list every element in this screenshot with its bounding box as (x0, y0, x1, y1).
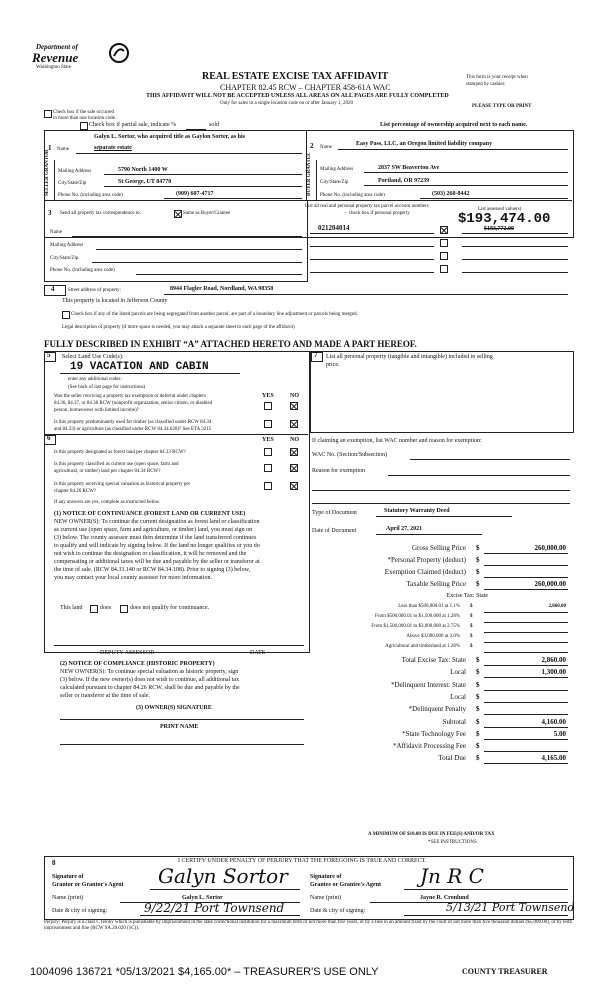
s6-q2-no-checkbox[interactable] (290, 464, 298, 472)
section8-num: 8 (52, 859, 56, 867)
grantor-name-label: Name (print) (52, 895, 84, 901)
calc-row-label: Local (450, 668, 466, 677)
perjury-notice: Perjury: Perjury is a class C felony which is punishable by imprisonment in the state correctional institution for a maximum term of not more than five years, or by a fine in an amount fixed by the court of not more than five thousand dollars ($5,000.00), or by both imprisonment and fine (RCW 9A.20.020 (1C)). (44, 920, 572, 932)
calc-row-label: From $1,500,000.01 to $3,000,000 at 2.75% (371, 624, 460, 629)
s6-q3-yes-checkbox[interactable] (264, 482, 272, 490)
notice2-line: NEW OWNER(S): To continue special valuation as historic property, sign (60, 669, 239, 675)
notice1-line: NEW OWNER(S): To continue the current designation as forest land or classification (54, 519, 260, 525)
instructions-note: (See back of last page for instructions) (68, 385, 146, 390)
parcel-list-header: List all real and personal property tax parcel account numbers (305, 204, 429, 209)
calc-row-label: Less than $500,000.01 at 1.1% (398, 604, 460, 609)
wac-label: WAC No. (Section/Subsection) (312, 452, 388, 458)
calc-row-value[interactable]: 260,000.00 (534, 544, 566, 552)
calc-row-label: Exemption Claimed (deduct) (384, 568, 466, 576)
s6-yes-header: YES (262, 437, 274, 443)
same-as-buyer-label: Same as Buyer/Grantee (183, 211, 231, 216)
notice1-title: (1) NOTICE OF CONTINUANCE (FOREST LAND OR CURRENT USE) (54, 511, 246, 517)
notice1-line: not wish to continue the designation or classification, it will be removed and the (54, 551, 247, 557)
calc-dollar-sign: $ (476, 705, 480, 714)
grantor-signature[interactable]: Galyn Sortor (158, 864, 288, 888)
s5-yes-header: YES (262, 393, 274, 399)
s5-q1-no-checkbox[interactable] (290, 402, 298, 410)
s6-q3-line1: Is this property receiving special valuation as historical property per (54, 482, 191, 487)
parcel-4-checkbox[interactable] (440, 265, 448, 273)
calc-dollar-sign: $ (476, 544, 480, 552)
assessed-value-struck: $183,772.00 (484, 226, 514, 232)
calc-row-value[interactable]: 4,160.00 (541, 717, 566, 726)
calc-row-label: *Delinquent Interest: State (390, 680, 466, 689)
calc-row-label: *State Technology Fee (402, 729, 466, 738)
grantee-name-print[interactable]: Jayne R. Cronlund (420, 895, 469, 901)
calc-row-value[interactable]: 1,300.00 (541, 668, 566, 677)
parcel-3-checkbox[interactable] (440, 252, 448, 260)
section4-num: 4 (51, 285, 55, 293)
seller-mail-label: Mailing Address (58, 169, 92, 174)
sold-label: sold (209, 122, 220, 128)
tax-correspondence-label: Send all property tax correspondence to: (60, 211, 141, 216)
calc-dollar-sign: $ (470, 624, 473, 629)
personal-property-label: List all personal property (tangible and intangible) included in selling (326, 354, 493, 360)
calc-dollar-sign: $ (476, 692, 480, 701)
land-does-not-checkbox[interactable] (120, 605, 128, 613)
buyer-side-label: BUYER GRANTEE (307, 152, 312, 196)
calc-dollar-sign: $ (476, 580, 480, 588)
calc-dollar-sign: $ (476, 717, 480, 726)
buyer-name-label: Name (320, 145, 332, 150)
grantee-sig-label: Signature of (310, 874, 342, 880)
grantee-date-label: Date & city of signing: (310, 908, 366, 914)
s6-q2-line1: Is this property classified as current use (open space, farm and (54, 462, 179, 467)
segregated-label: Check box if any of the listed parcels are being segregated from another parcel, are part of a boundary line adjustment or parcels being merged. (71, 312, 358, 317)
land-use-code[interactable]: 19 VACATION AND CABIN (70, 361, 209, 373)
street-address-label: Street address of property: (68, 288, 121, 293)
s6-no-header: NO (290, 437, 299, 443)
s5-q2-no-checkbox[interactable] (290, 420, 298, 428)
s6-q2-line2: agricultural, or timber) land per chapter 84.34 RCW? (54, 469, 161, 474)
calc-dollar-sign: $ (476, 668, 480, 677)
s5-q1-yes-checkbox[interactable] (264, 402, 272, 410)
notice2-title: (2) NOTICE OF COMPLIANCE (HISTORIC PROPERTY) (60, 661, 215, 667)
calc-dollar-sign: $ (476, 742, 480, 751)
seller-phone-label: Phone No. (including area code) (58, 193, 123, 198)
calc-dollar-sign: $ (476, 729, 480, 738)
doc-date-label: Date of Document (312, 528, 357, 534)
corr-phone-label: Phone No. (including area code) (50, 268, 115, 273)
segregated-checkbox[interactable] (62, 311, 70, 319)
seller-city-label: City/State/Zip (58, 181, 87, 186)
s6-if-any: If any answers are yes, complete as instructed below. (54, 500, 161, 505)
calc-row-value[interactable]: 5.00 (553, 729, 566, 738)
section7-num: 7 (314, 351, 318, 359)
buyer-phone[interactable]: (503) 260-0442 (432, 191, 470, 197)
multi-location-label: Check box if the sale occurred (53, 110, 114, 115)
calc-dollar-sign: $ (476, 556, 480, 564)
grantee-sig-label-2: Grantee or Grantee's Agent (310, 882, 382, 888)
s5-q1-line1: Was the seller receiving a property tax exemption or deferral under chapters (54, 394, 206, 399)
s6-q1-no-checkbox[interactable] (290, 448, 298, 456)
s5-q2-yes-checkbox[interactable] (264, 420, 272, 428)
calc-dollar-sign: $ (470, 604, 473, 609)
multi-location-checkbox[interactable] (44, 110, 52, 118)
s5-q2-line2: and 84.33) or agriculture (as classified under RCW 84.34.020)? See ETA 3215 (54, 427, 212, 432)
s6-q1: Is this property designated as forest land per chapter 84.33 RCW? (54, 450, 186, 455)
s5-no-header: NO (290, 393, 299, 399)
list-percentage-note: List percentage of ownership acquired next to each name. (380, 122, 528, 128)
s6-q3-line2: chapter 84.26 RCW? (54, 489, 97, 494)
grantor-sig-label: Signature of (52, 874, 84, 880)
calc-dollar-sign: $ (476, 656, 480, 664)
street-address[interactable]: 8944 Flagler Road, Nordland, WA 98358 (170, 286, 274, 292)
calc-row-label: Agricultural and timberland at 1.28% (385, 644, 460, 649)
assessed-value[interactable]: $193,474.00 (458, 211, 551, 227)
land-does-not-label: does not qualify for continuance. (130, 605, 210, 611)
buyer-mail-label: Mailing Address (320, 167, 354, 172)
legal-description-exhibit[interactable]: FULLY DESCRIBED IN EXHIBIT “A” ATTACHED HERETO AND MADE A PART HEREOF. (44, 339, 417, 349)
calc-row-label: Total Due (438, 754, 466, 763)
s6-q2-yes-checkbox[interactable] (264, 464, 272, 472)
notice2-line: calculated pursuant to chapter 84.26 RCW, shall be due and payable by the (60, 685, 240, 691)
seller-side-label: SELLER GRANTOR (45, 149, 50, 196)
calc-row-label: *Personal Property (deduct) (387, 556, 466, 564)
s5-q1-line3: person, homeowner with limited income)? (54, 408, 139, 413)
section6-num: 6 (47, 434, 51, 442)
parcel-2-checkbox[interactable] (440, 239, 448, 247)
buyer-city-label: City/State/Zip (320, 180, 349, 185)
seller-city[interactable]: St George, UT 84770 (118, 179, 172, 185)
buyer-section-num: 2 (310, 142, 314, 150)
legal-description-label: Legal description of property (if more space is needed, you may attach a separate sheet to each page of the affidavit) (62, 325, 295, 330)
s5-q1-line2: 84.36, 84.37, or 84.38 RCW (nonprofit organization, senior citizen, or disabled (54, 401, 213, 406)
parcel-number[interactable]: 021204014 (318, 224, 350, 232)
calc-row-value[interactable]: 2,860.00 (541, 656, 566, 664)
same-as-buyer-checkbox[interactable] (174, 210, 182, 218)
calc-dollar-sign: $ (476, 754, 480, 763)
treasurer-stamp: 1004096 136721 *05/13/2021 $4,165.00* – TREASURER'S USE ONLY (30, 966, 379, 978)
calc-row-label: Above $3,000,000 at 3.0% (406, 634, 460, 639)
s6-q3-no-checkbox[interactable] (290, 482, 298, 490)
assessor-date-label: DATE (250, 650, 266, 656)
partial-sale-checkbox[interactable] (80, 122, 88, 130)
calc-dollar-sign: $ (470, 644, 473, 649)
land-does-checkbox[interactable] (90, 605, 98, 613)
grantor-date-label: Date & city of signing: (52, 908, 108, 914)
receipt-note-2: stamped by cashier. (466, 82, 506, 87)
owner-signature-label: (3) OWNER(S) SIGNATURE (136, 705, 212, 711)
grantor-sig-label-2: Grantor or Grantor's Agent (52, 882, 124, 888)
notice1-line: (3) below. The county assessor must then determine if the land transferred continues (54, 535, 257, 541)
form-sub: Only for sales in a single location code on or after January 1, 2020 (220, 101, 354, 106)
parcel-personal-property-checkbox[interactable] (440, 226, 448, 234)
corr-city-label: City/State/Zip (50, 256, 79, 261)
seller-name-label: Name (57, 147, 69, 152)
minimum-fee-note: A MINIMUM OF $10.00 IS DUE IN FEE(S) AND/OR TAX (368, 832, 495, 837)
calc-row-label: Local (450, 692, 466, 701)
seller-name-2[interactable]: separate estate (94, 145, 132, 151)
calc-row-label: Taxable Selling Price (406, 580, 466, 588)
grantee-date-city[interactable]: 5/13/21 Port Townsend (446, 901, 575, 914)
doc-type-label: Type of Document (312, 510, 357, 516)
seller-mail[interactable]: 5790 North 1400 W (118, 167, 168, 173)
form-chapter: CHAPTER 82.45 RCW – CHAPTER 458-61A WAC (220, 83, 391, 92)
grantee-signature[interactable]: Jn R C (420, 864, 484, 888)
calc-row-value[interactable]: 4,165.00 (541, 754, 566, 763)
doc-date[interactable]: April 27, 2021 (386, 526, 423, 532)
seller-phone[interactable]: (909) 607-4717 (176, 191, 214, 197)
calc-row-label: *Delinquent Penalty (408, 705, 466, 714)
calc-row-label: Total Excise Tax: State (401, 656, 466, 664)
calc-row-label: Gross Selling Price (411, 544, 466, 552)
excise-state-label: Excise Tax: State (446, 593, 488, 599)
notice1-line: compensating or additional taxes will be due and payable by the seller or transferor at (54, 559, 260, 565)
calc-row-value[interactable]: 2,860.00 (548, 604, 566, 609)
seller-section-num: 1 (48, 144, 52, 152)
grantee-name-label: Name (print) (310, 895, 342, 901)
county-note: This property is located in Jefferson County (62, 298, 168, 304)
logo-line3: Washington State (36, 65, 72, 70)
grantor-date-city[interactable]: 9/22/21 Port Townsend (144, 901, 285, 915)
notice1-line: as current use (open space, farm and agriculture, or timber) land, you must sign on (54, 527, 253, 533)
this-land-label: This land (60, 605, 83, 611)
parcel-list-header-2: – check box if personal property (345, 211, 410, 216)
certify-statement: I CERTIFY UNDER PENALTY OF PERJURY THAT THE FOREGOING IS TRUE AND CORRECT. (178, 858, 427, 864)
notice1-line: the time of sale. (RCW 84.33.140 or RCW 84.34.108). Prior to signing (3) below, (54, 567, 251, 573)
s5-q2-line1: Is this property predominantly used for timber (as classified under RCW 84.34 (54, 420, 212, 425)
partial-sale-label: Check box if partial sale, indicate % (89, 122, 177, 128)
buyer-city[interactable]: Portland, OR 97239 (378, 178, 430, 184)
notice1-line: to qualify and will indicate by signing below. If the land no longer qualifies or you do (54, 543, 260, 549)
print-name-label: PRINT NAME (160, 724, 199, 730)
county-treasurer-label: COUNTY TREASURER (462, 967, 548, 976)
logo-line2: Revenue (32, 50, 79, 65)
doc-type[interactable]: Statutory Warranty Deed (384, 508, 450, 514)
calc-row-value[interactable]: 260,000.00 (534, 580, 566, 588)
logo-line1: Department of (36, 43, 78, 51)
deputy-assessor-label: DEPUTY ASSESSOR (100, 650, 155, 656)
multi-location-label-2: in more than one location code. (53, 116, 117, 121)
calc-dollar-sign: $ (470, 614, 473, 619)
receipt-note: This form is your receipt when (466, 75, 528, 80)
notice1-line: you may contact your local county assessor for more information. (54, 575, 212, 581)
personal-property-label-2: price. (326, 362, 340, 368)
seller-name[interactable]: Galyn L. Sortor, who acquired title as Gaylon Sorter, as his (94, 134, 245, 140)
corr-mail-label: Mailing Address (50, 243, 84, 248)
buyer-mail[interactable]: 2837 SW Beaverton Ave (378, 165, 440, 171)
calc-row-label: From $500,000.01 to $1,500,000 at 1.28% (375, 614, 460, 619)
land-use-label: Select Land Use Code(s): (62, 354, 124, 360)
notice2-line: (3) below. If the new owner(s) does not wish to continue, all additional tax (60, 677, 240, 683)
section3-num: 3 (48, 209, 52, 217)
calc-row-label: Subtotal (442, 717, 466, 726)
form-warning: THIS AFFIDAVIT WILL NOT BE ACCEPTED UNLESS ALL AREAS ON ALL PAGES ARE FULLY COMPLETED (146, 93, 449, 99)
type-or-print: PLEASE TYPE OR PRINT (472, 104, 532, 109)
s6-q1-yes-checkbox[interactable] (264, 448, 272, 456)
calc-row-label: *Affidavit Processing Fee (393, 742, 466, 751)
assessed-value-header: List assessed value(s) (478, 207, 522, 212)
section5-num: 5 (47, 351, 51, 359)
form-title: REAL ESTATE EXCISE TAX AFFIDAVIT (202, 71, 389, 82)
notice2-line: seller or transferor at the time of sale. (60, 693, 150, 699)
grantor-name-print[interactable]: Galyn L. Sortor (182, 895, 223, 901)
exemption-reason-label: Reason for exemption (312, 468, 365, 474)
calc-dollar-sign: $ (476, 680, 480, 689)
exemption-label: If claiming an exemption, list WAC number and reason for exemption: (312, 438, 482, 444)
buyer-phone-label: Phone No. (including area code) (320, 193, 385, 198)
additional-codes-label: enter any additional codes: (68, 377, 122, 382)
revenue-seal-icon (108, 42, 130, 64)
calc-dollar-sign: $ (476, 568, 480, 576)
see-instructions: *SEE INSTRUCTIONS (428, 840, 477, 845)
land-does-label: does (100, 605, 111, 611)
corr-name-label: Name (50, 230, 62, 235)
calc-dollar-sign: $ (470, 634, 473, 639)
buyer-name[interactable]: Easy Pass, LLC, an Oregon limited liability company (356, 141, 493, 147)
